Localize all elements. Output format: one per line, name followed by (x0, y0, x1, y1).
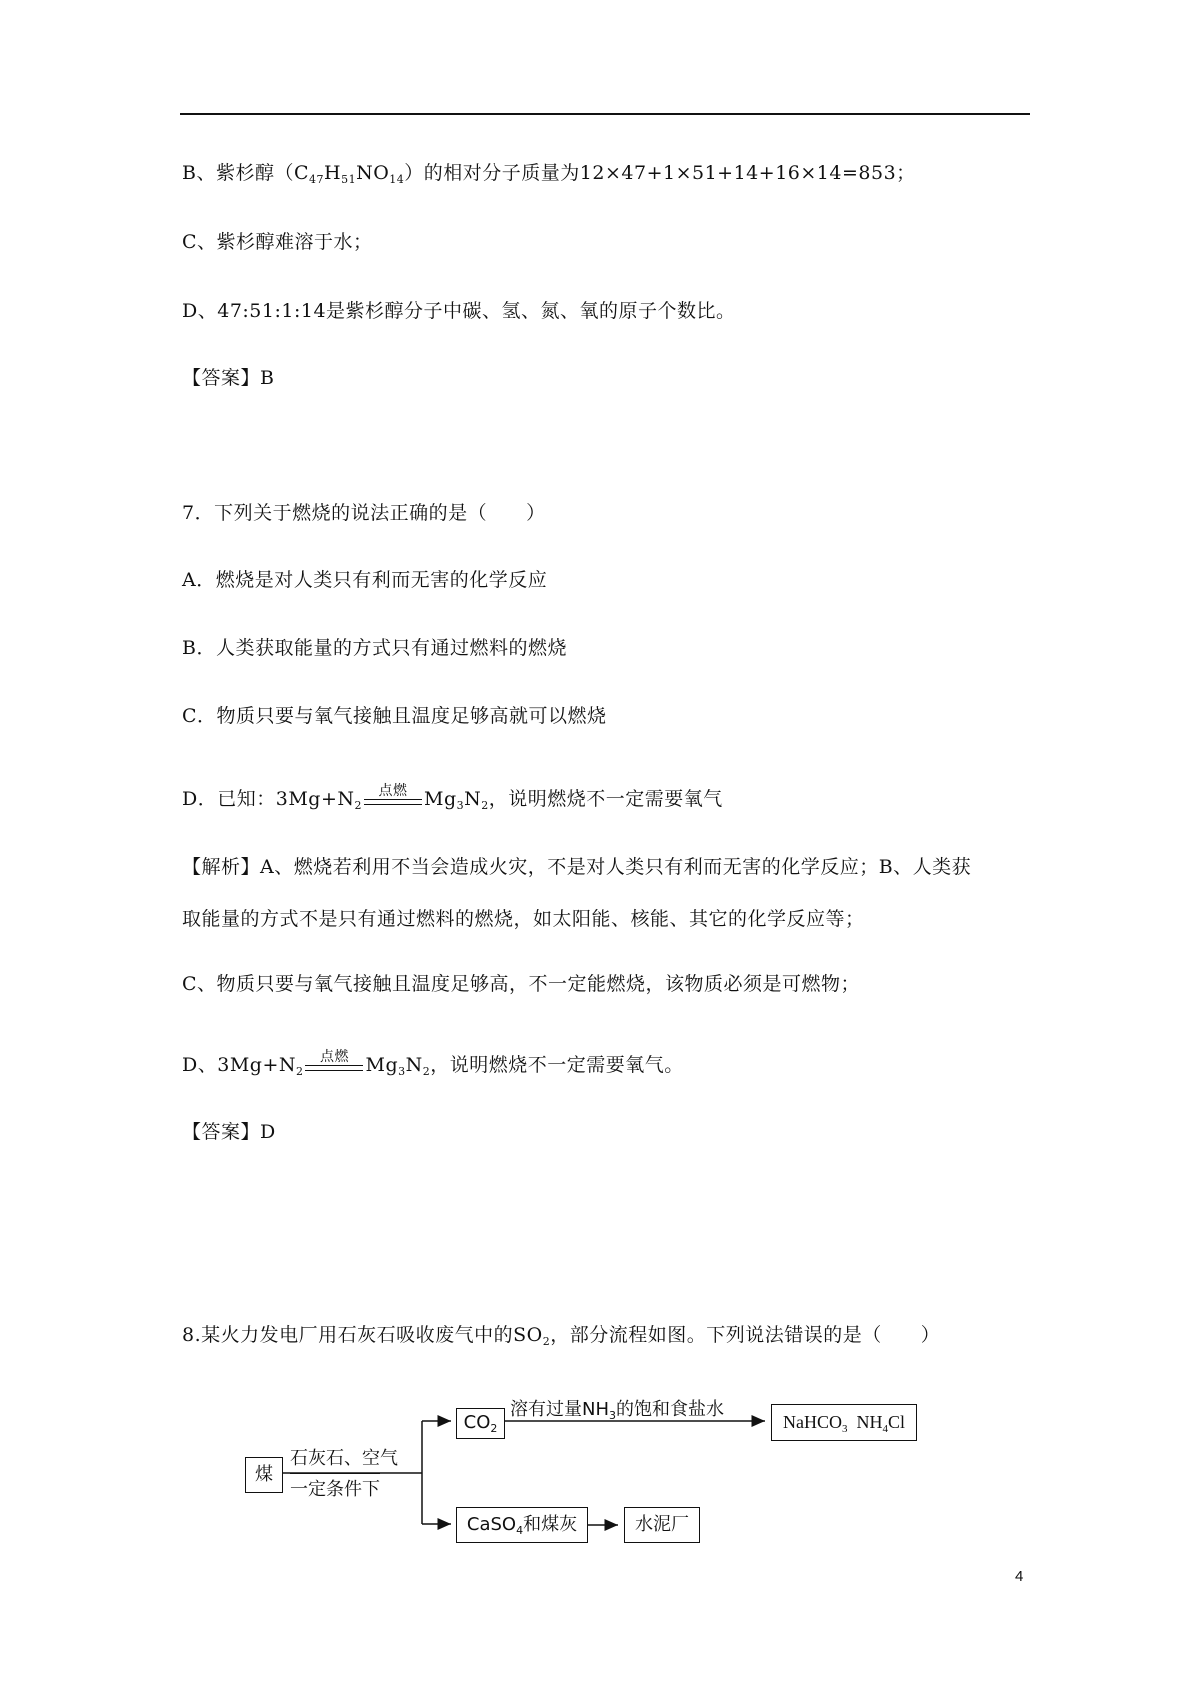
question-7-option-d: D．已知：$3Mg+N_2$ 点燃 $Mg_3N_2$，说明燃烧不一定需要氧气 (182, 783, 723, 812)
condition-label-line2: 一定条件下 (290, 1473, 380, 1501)
option-d-line: D、47:51:1:14是紫杉醇分子中碳、氢、氮、氧的原子个数比。 (182, 300, 736, 322)
question-8-stem: 8.某火力发电厂用石灰石吸收废气中的$SO_2$，部分流程如图。下列说法错误的是（ ） (182, 1324, 941, 1348)
page-number: 4 (1015, 1568, 1024, 1585)
reaction-condition-arrow: 点燃 (364, 797, 422, 805)
condition-label-line1: 石灰石、空气 (290, 1448, 398, 1469)
analysis-line-3: C、物质只要与氧气接触且温度足够高，不一定能燃烧，该物质必须是可燃物； (182, 973, 861, 995)
caso4-box: CaSO$_4$和煤灰 (456, 1507, 588, 1543)
reaction-condition-arrow: 点燃 (305, 1063, 363, 1071)
co2-box: $CO_2$ (456, 1408, 505, 1439)
question-7-option-b: B．人类获取能量的方式只有通过燃料的燃烧 (182, 637, 567, 659)
upper-arrow-label: 溶有过量$NH_3$的饱和食盐水 (510, 1399, 724, 1422)
analysis-line-1: 【解析】A、燃烧若利用不当会造成火灾，不是对人类只有利而无害的化学反应；B、人类获 (182, 856, 972, 878)
coal-box: 煤 (245, 1457, 283, 1493)
answer-7: 【答案】D (182, 1121, 276, 1143)
analysis-line-4: D、$3Mg+N_2$ 点燃 $Mg_3N_2$，说明燃烧不一定需要氧气。 (182, 1049, 684, 1078)
question-7-option-c: C．物质只要与氧气接触且温度足够高就可以燃烧 (182, 705, 607, 727)
option-b-line: B、紫杉醇$(C_{47}H_{51}NO_{14})$的相对分子质量为12×47+1×51+14+16×14=853； (182, 162, 916, 186)
question-7-option-a: A．燃烧是对人类只有利而无害的化学反应 (182, 569, 548, 591)
answer-6: 【答案】B (182, 367, 275, 389)
analysis-line-2: 取能量的方式不是只有通过燃料的燃烧，如太阳能、核能、其它的化学反应等； (182, 908, 865, 930)
question-7-stem: 7．下列关于燃烧的说法正确的是（ ） (182, 502, 546, 524)
option-c-line: C、紫杉醇难溶于水； (182, 231, 373, 253)
header-rule (180, 113, 1030, 115)
upper-products-box: NaHCO$_3$ $NH_4Cl$ (771, 1404, 917, 1441)
cement-plant-box: 水泥厂 (624, 1507, 700, 1543)
